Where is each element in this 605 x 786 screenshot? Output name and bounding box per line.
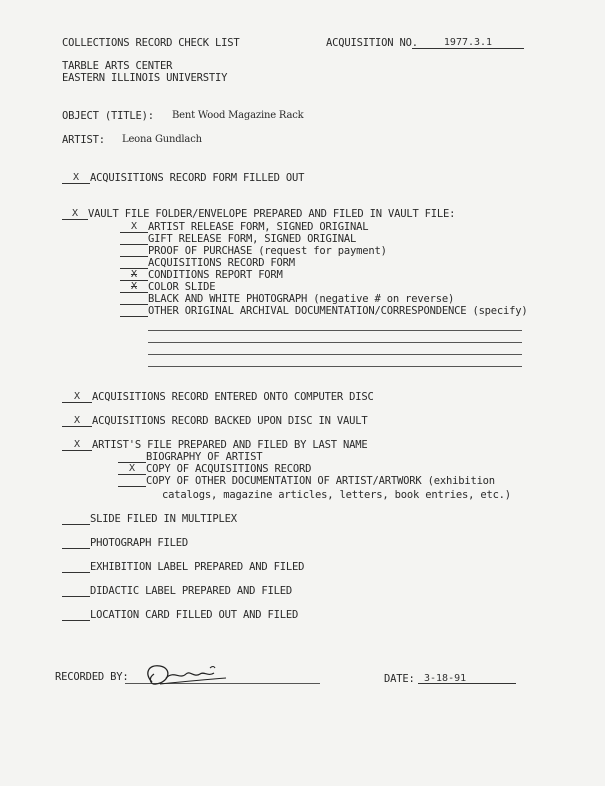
item-label: ARTIST RELEASE FORM, SIGNED ORIGINAL — [148, 221, 369, 233]
item-label: BLACK AND WHITE PHOTOGRAPH (negative # on reverse) — [148, 293, 455, 305]
check-blank — [120, 233, 148, 245]
item-label: ARTIST'S FILE PREPARED AND FILED BY LAST NAME — [92, 439, 368, 451]
org-line-2: EASTERN ILLINOIS UNIVERSTIY — [62, 72, 228, 84]
item-label: PROOF OF PURCHASE (request for payment) — [148, 245, 387, 257]
check-blank — [62, 585, 90, 597]
check-blank — [120, 245, 148, 257]
object-label: OBJECT (TITLE): — [62, 110, 154, 122]
item-label: GIFT RELEASE FORM, SIGNED ORIGINAL — [148, 233, 357, 245]
acquisition-label: ACQUISITION NO. — [326, 37, 418, 49]
item-label: OTHER ORIGINAL ARCHIVAL DOCUMENTATION/CORRESPONDENCE (specify) — [148, 305, 528, 317]
check-blank — [62, 561, 90, 573]
check-blank — [120, 257, 148, 269]
check-blank — [62, 513, 90, 525]
item-label: PHOTOGRAPH FILED — [90, 537, 188, 549]
item-label: ACQUISITIONS RECORD BACKED UPON DISC IN VAULT — [92, 415, 368, 427]
item-label: EXHIBITION LABEL PREPARED AND FILED — [90, 561, 305, 573]
check-blank: X — [120, 281, 148, 293]
item-label: BIOGRAPHY OF ARTIST — [146, 451, 263, 463]
recorded-by-label: RECORDED BY: — [55, 671, 129, 683]
check-blank — [120, 293, 148, 305]
signature-icon — [140, 660, 240, 690]
check-blank — [120, 305, 148, 317]
item-label: SLIDE FILED IN MULTIPLEX — [90, 513, 237, 525]
check-blank: X — [120, 221, 148, 233]
check-blank: X — [62, 391, 92, 403]
check-blank — [62, 609, 90, 621]
form-title: COLLECTIONS RECORD CHECK LIST — [62, 37, 240, 49]
check-blank — [118, 451, 146, 463]
specify-line — [148, 330, 522, 331]
artist-label: ARTIST: — [62, 134, 105, 146]
item-label: LOCATION CARD FILLED OUT AND FILED — [90, 609, 299, 621]
item-label: ACQUISITIONS RECORD FORM FILLED OUT — [90, 172, 305, 184]
item-label-continued: catalogs, magazine articles, letters, book entries, etc.) — [162, 489, 511, 501]
org-line-1: TARBLE ARTS CENTER — [62, 60, 173, 72]
check-blank: X — [120, 269, 148, 281]
check-blank: X — [62, 439, 92, 451]
specify-line — [148, 354, 522, 355]
check-blank: X — [62, 415, 92, 427]
specify-line — [148, 342, 522, 343]
date-label: DATE: — [384, 673, 415, 685]
acquisition-number: 1977.3.1 — [412, 37, 524, 49]
specify-line — [148, 366, 522, 367]
item-label: COPY OF OTHER DOCUMENTATION OF ARTIST/ARTWORK (exhibition — [146, 475, 495, 487]
item-label: DIDACTIC LABEL PREPARED AND FILED — [90, 585, 293, 597]
date-value: 3-18-91 — [418, 673, 516, 684]
check-blank: X — [62, 172, 90, 184]
artist-name: Leona Gundlach — [122, 134, 202, 145]
item-label: VAULT FILE FOLDER/ENVELOPE PREPARED AND FILED IN VAULT FILE: — [88, 208, 456, 220]
check-blank: X — [62, 208, 88, 220]
object-title: Bent Wood Magazine Rack — [172, 110, 304, 121]
item-label: CONDITIONS REPORT FORM — [148, 269, 283, 281]
check-blank — [118, 475, 146, 487]
item-label: COPY OF ACQUISITIONS RECORD — [146, 463, 312, 475]
item-label: ACQUISITIONS RECORD ENTERED ONTO COMPUTER DISC — [92, 391, 374, 403]
check-blank: X — [118, 463, 146, 475]
item-label: COLOR SLIDE — [148, 281, 216, 293]
check-blank — [62, 537, 90, 549]
item-label: ACQUISITIONS RECORD FORM — [148, 257, 295, 269]
